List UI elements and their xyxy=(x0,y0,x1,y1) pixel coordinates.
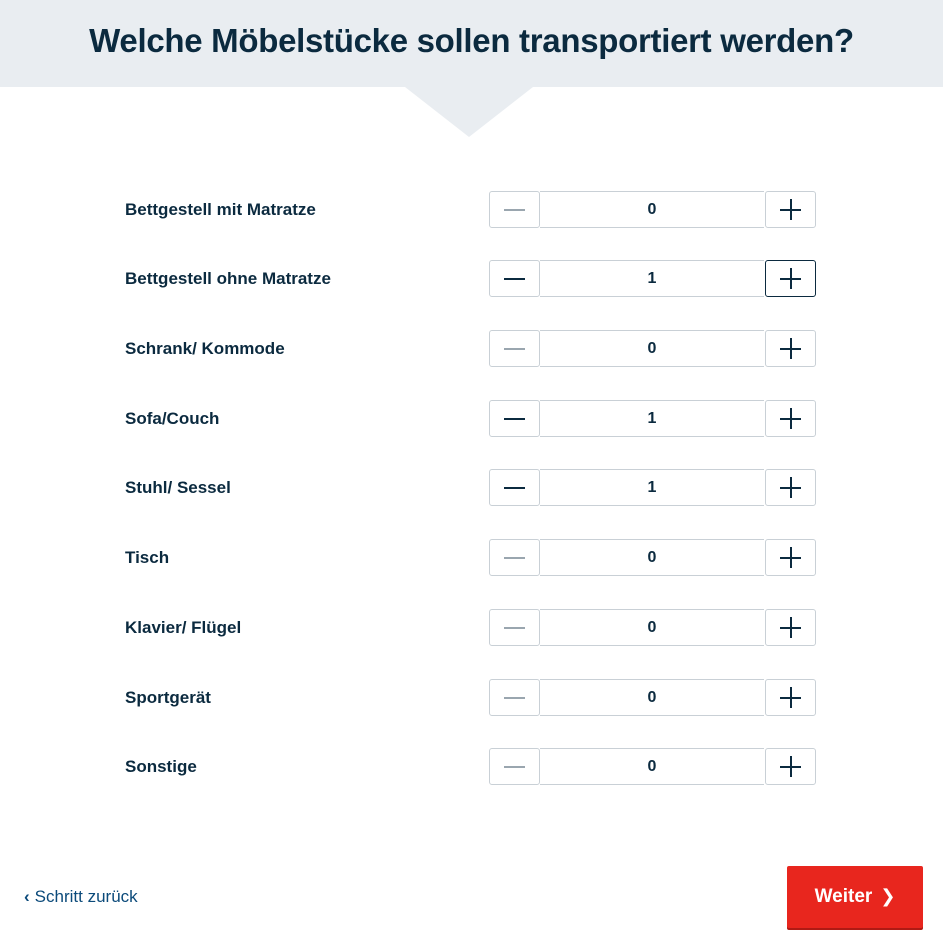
quantity-stepper xyxy=(489,748,816,785)
quantity-value[interactable]: 0 xyxy=(540,679,764,716)
increment-button[interactable] xyxy=(765,539,816,576)
header-notch xyxy=(405,87,533,137)
decrement-button[interactable] xyxy=(489,330,540,367)
minus-icon xyxy=(504,627,525,629)
minus-icon xyxy=(504,697,525,699)
quantity-stepper xyxy=(489,609,816,646)
quantity-stepper xyxy=(489,679,816,716)
chevron-right-icon: ❯ xyxy=(880,886,896,906)
increment-button[interactable] xyxy=(765,330,816,367)
quantity-stepper xyxy=(489,191,816,228)
row-label: Bettgestell ohne Matratze xyxy=(125,269,331,288)
furniture-row-sportgeraet xyxy=(0,679,943,717)
furniture-row-klavier-fluegel xyxy=(0,609,943,647)
row-label: Sofa/Couch xyxy=(125,409,220,428)
furniture-row-bettgestell-mit-matratze xyxy=(0,191,943,229)
chevron-left-icon: ‹ xyxy=(24,887,30,906)
quantity-value[interactable]: 0 xyxy=(540,191,764,228)
quantity-stepper xyxy=(489,539,816,576)
decrement-button[interactable] xyxy=(489,748,540,785)
row-label: Tisch xyxy=(125,548,170,567)
increment-button[interactable] xyxy=(765,609,816,646)
minus-icon xyxy=(504,209,525,211)
quantity-value[interactable]: 0 xyxy=(540,539,764,576)
quantity-stepper xyxy=(489,330,816,367)
next-button[interactable] xyxy=(787,866,923,928)
quantity-stepper xyxy=(489,260,816,297)
quantity-value[interactable]: 0 xyxy=(540,330,764,367)
furniture-row-tisch xyxy=(0,539,943,577)
quantity-value[interactable]: 1 xyxy=(540,400,764,437)
quantity-value[interactable]: 0 xyxy=(540,609,764,646)
furniture-row-sofa-couch xyxy=(0,400,943,438)
decrement-button[interactable] xyxy=(489,469,540,506)
furniture-row-bettgestell-ohne-matratze xyxy=(0,260,943,298)
decrement-button[interactable] xyxy=(489,539,540,576)
page-title: Welche Möbelstücke sollen transportiert werden? xyxy=(89,22,854,59)
next-button-label: Weiter xyxy=(814,886,873,907)
quantity-value[interactable]: 0 xyxy=(540,748,764,785)
minus-icon xyxy=(504,278,525,280)
minus-icon xyxy=(504,418,525,420)
furniture-row-schrank-kommode xyxy=(0,330,943,368)
decrement-button[interactable] xyxy=(489,679,540,716)
row-label: Sportgerät xyxy=(125,688,211,707)
row-label: Schrank/ Kommode xyxy=(125,339,285,358)
decrement-button[interactable] xyxy=(489,609,540,646)
minus-icon xyxy=(504,557,525,559)
decrement-button[interactable] xyxy=(489,260,540,297)
increment-button[interactable] xyxy=(765,191,816,228)
increment-button[interactable] xyxy=(765,469,816,506)
back-link-label: Schritt zurück xyxy=(34,887,138,906)
quantity-stepper xyxy=(489,469,816,506)
quantity-stepper xyxy=(489,400,816,437)
quantity-value[interactable]: 1 xyxy=(540,469,764,506)
row-label: Klavier/ Flügel xyxy=(125,618,242,637)
decrement-button[interactable] xyxy=(489,191,540,228)
increment-button[interactable] xyxy=(765,748,816,785)
row-label: Sonstige xyxy=(125,757,197,776)
row-label: Stuhl/ Sessel xyxy=(125,478,231,497)
row-label: Bettgestell mit Matratze xyxy=(125,200,316,219)
minus-icon xyxy=(504,487,525,489)
minus-icon xyxy=(504,348,525,350)
furniture-row-sonstige xyxy=(0,748,943,786)
back-link[interactable] xyxy=(24,887,138,907)
increment-button[interactable] xyxy=(765,260,816,297)
minus-icon xyxy=(504,766,525,768)
furniture-row-stuhl-sessel xyxy=(0,469,943,507)
increment-button[interactable] xyxy=(765,679,816,716)
decrement-button[interactable] xyxy=(489,400,540,437)
quantity-value[interactable]: 1 xyxy=(540,260,764,297)
increment-button[interactable] xyxy=(765,400,816,437)
